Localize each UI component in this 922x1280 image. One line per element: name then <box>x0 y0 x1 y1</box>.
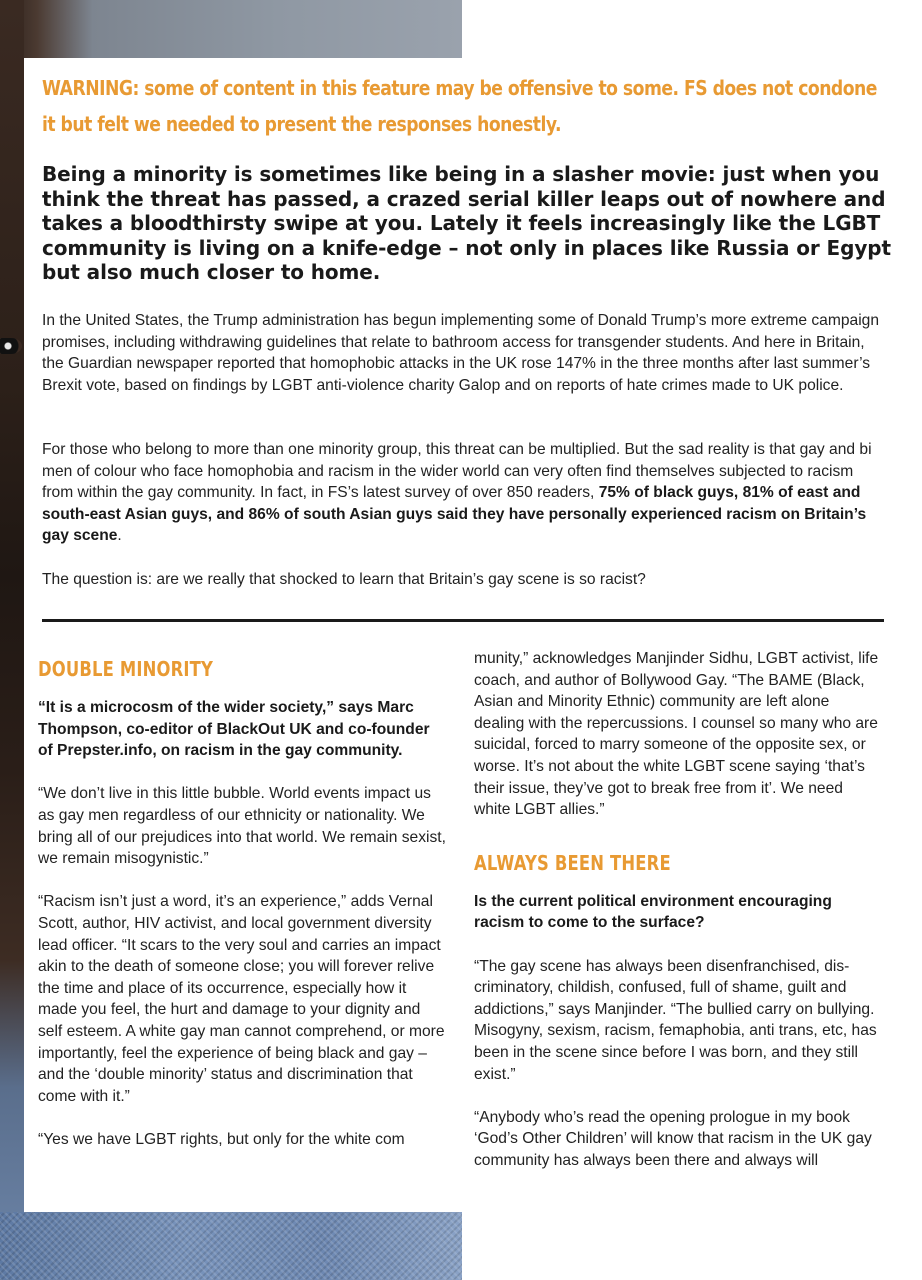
quote-paragraph: “The gay scene has always been disenfranchised, discriminatory, childish, confused, full of shame, guilt and addictions,” says Manjinder. “The bullied carry on bullying. Misogyny, sexism, racism, femaphobia, anti trans, etc, has been in the scene since before I was born, and they still exist.” <box>474 957 877 1083</box>
content-warning: WARNING: some of content in this feature may be offensive to some. FS does not condone it but felt we needed to present the responses honestly. <box>42 76 877 136</box>
section-heading-always-been-there: ALWAYS BEEN THERE <box>474 850 671 875</box>
intro-paragraph-2 <box>42 439 887 547</box>
right-column <box>474 648 882 1193</box>
quote-paragraph: “Anybody who’s read the opening prologue in my book ‘God’s Other Children’ will know that racism in the UK gay community has always been there and always will <box>474 1108 872 1169</box>
eye-detail <box>0 338 22 354</box>
section-divider <box>42 619 884 622</box>
question-text: “It is a microcosm of the wider society,” says Marc Thompson, co-editor of BlackOut UK and co-founder of Prepster.info, on racism in the gay community. <box>38 699 430 760</box>
survey-stat-highlight: 75% of black guys, 81% of east and south-east Asian guys, and 86% of south Asian guys said they have personally experienced racism on Britain’s gay scene <box>42 484 867 544</box>
background-photo-face-edge <box>0 0 24 1280</box>
question-text: Is the current political environment encouraging racism to come to the surface? <box>474 892 832 932</box>
quote-paragraph: munity,” acknowledges Manjinder Sidhu, LGBT activist, life coach, and author of Bollywood Gay. “The BAME (Black, Asian and Minority Ethnic) community are left alone dealing with the repercussions. I counsel so many who are suicidal, forced to marry someone of the opposite sex, or worse. It’s not about the white LGBT scene saying ‘that’s their issue, they’ve got to break free from it’. We need white LGBT allies.” <box>474 650 879 819</box>
background-photo-top <box>0 0 462 58</box>
intro-paragraph-3: The question is: are we really that shocked to learn that Britain’s gay scene is so racist? <box>42 571 646 588</box>
intro-paragraph-1: In the United States, the Trump administration has begun implementing some of Donald Trump’s more extreme campaign promises, including withdrawing guidelines that relate to bathroom access for transgender students. And here in Britain, the Guardian newspaper reported that homophobic attacks in the UK rose 147% in the three months after last summer’s Brexit vote, based on findings by LGBT anti-violence charity Galop and on reports of hate crimes made to UK police. <box>42 312 879 394</box>
quote-paragraph: “Racism isn’t just a word, it’s an experience,” adds Vernal Scott, author, HIV activist, and local government diversity lead officer. “It scars to the very soul and carries an impact akin to the death of someone close; you will forever relive the time and place of its occurrence, especially how it made you feel, the hurt and damage to your dignity and self esteem. A white gay man cannot comprehend, or more importantly, feel the experience of being black and gay – and the ‘double minority’ status and discrimination that come with it.” <box>38 893 445 1105</box>
quote-paragraph: “We don’t live in this little bubble. World events impact us as gay men regardless of our ethnicity or nationality. We bring all of our prejudices into that world. We remain sexist, we remain misogynistic.” <box>38 785 446 868</box>
background-photo-shirt <box>0 1212 462 1280</box>
left-column <box>38 655 446 1172</box>
intro-paragraph-2-text: For those who belong to more than one minority group, this threat can be multiplied. But the sad reality is that gay and bi men of colour who face homophobia and racism in the wider world can very often find themselves subjected to racism from within the gay community. In fact, in FS’s latest survey of over 850 readers, <box>42 441 872 501</box>
standfirst: Being a minority is sometimes like being in a slasher movie: just when you think the threat has passed, a crazed serial killer leaps out of nowhere and takes a bloodthirsty swipe at you. Lately it feels increasingly like the LGBT community is living on a knife-edge – not only in places like Russia or Egypt but also much closer to home. <box>42 162 891 284</box>
intro-paragraph-2-end: . <box>117 527 122 544</box>
quote-paragraph: “Yes we have LGBT rights, but only for the white com <box>38 1130 405 1148</box>
section-heading-double-minority: DOUBLE MINORITY <box>38 657 214 681</box>
